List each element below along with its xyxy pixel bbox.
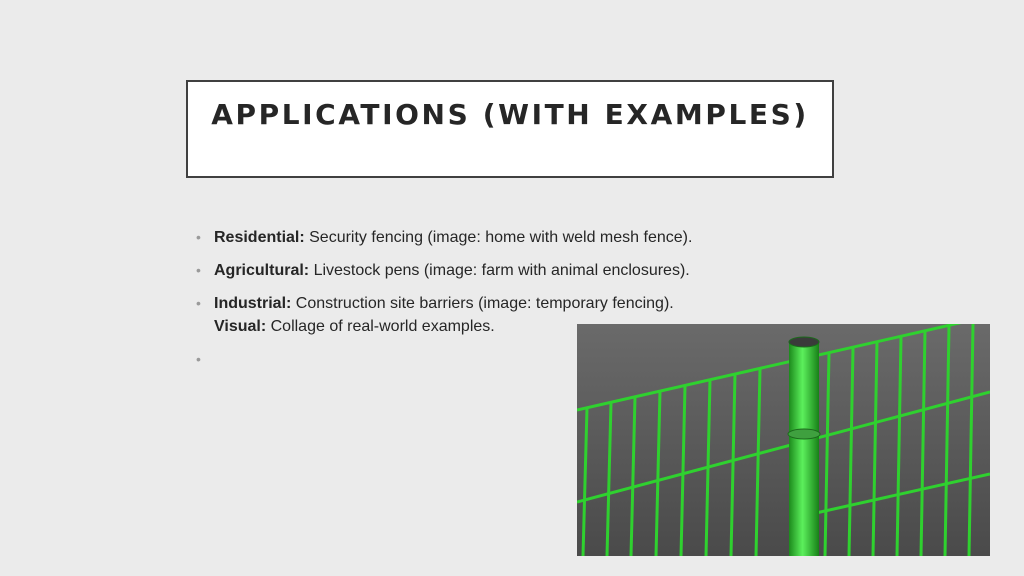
title-box xyxy=(186,80,834,178)
bullet-label-visual: Visual: xyxy=(214,318,267,335)
bullet-text: Security fencing (image: home with weld mesh fence). xyxy=(304,229,693,246)
bullet-dot-icon: • xyxy=(196,229,201,245)
weld-mesh-fence-illustration xyxy=(577,324,990,556)
bullet-label: Residential: xyxy=(214,229,305,246)
bullet-residential xyxy=(196,226,756,249)
bullet-dot-icon: • xyxy=(196,295,201,311)
bullet-dot-icon: • xyxy=(196,351,201,367)
bullet-agricultural xyxy=(196,259,756,282)
fence-mesh-image xyxy=(577,324,990,556)
slide-title: APPLICATIONS (WITH EXAMPLES) xyxy=(211,98,809,131)
bullet-text-visual: Collage of real-world examples. xyxy=(266,318,495,335)
bullet-dot-icon: • xyxy=(196,262,201,278)
bullet-text: Construction site barriers (image: temporary fencing). xyxy=(291,295,674,312)
bullet-label: Industrial: xyxy=(214,295,292,312)
bullet-label: Agricultural: xyxy=(214,262,310,279)
bullet-text: Livestock pens (image: farm with animal enclosures). xyxy=(309,262,690,279)
